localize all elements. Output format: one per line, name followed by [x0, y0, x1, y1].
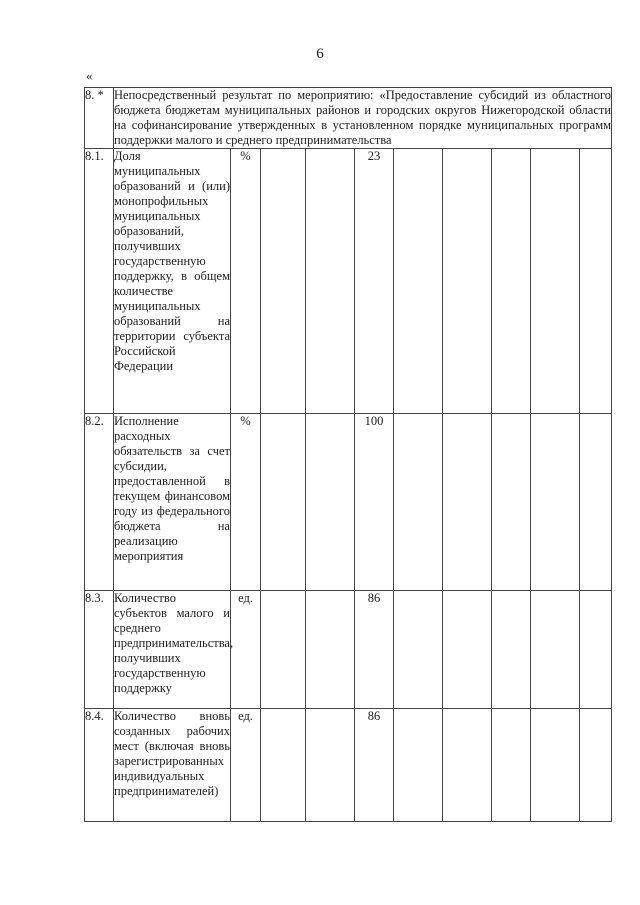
unit-cell: ед. — [231, 709, 261, 822]
empty-cell — [531, 591, 580, 709]
table-row — [85, 149, 612, 414]
value-cell: 23 — [355, 149, 394, 414]
unit-cell: % — [231, 414, 261, 591]
table-row — [85, 591, 612, 709]
empty-cell — [531, 414, 580, 591]
empty-cell — [580, 414, 612, 591]
empty-cell — [492, 709, 531, 822]
empty-cell — [580, 591, 612, 709]
empty-cell — [443, 591, 492, 709]
empty-cell — [306, 591, 355, 709]
value-cell: 100 — [355, 414, 394, 591]
empty-cell — [443, 149, 492, 414]
empty-cell — [261, 414, 306, 591]
empty-cell — [492, 149, 531, 414]
value-cell: 86 — [355, 709, 394, 822]
table-row — [85, 414, 612, 591]
empty-cell — [394, 591, 443, 709]
unit-cell: ед. — [231, 591, 261, 709]
empty-cell — [306, 149, 355, 414]
row-number: 8.2. — [85, 414, 114, 591]
empty-cell — [261, 709, 306, 822]
empty-cell — [306, 709, 355, 822]
empty-cell — [580, 149, 612, 414]
indicator-name: Исполнение расходных обязательств за счет субсидии, предоставленной в текущем финансовом году из федерального бюджета на реализацию мероприятия — [114, 414, 231, 591]
section-number: 8. * — [85, 88, 114, 149]
section-header-row — [85, 88, 612, 149]
empty-cell — [261, 149, 306, 414]
indicator-name: Доля муниципальных образований и (или) монопрофильных муниципальных образований, получивших государственную поддержку, в общем количестве муниципальных образований на территории субъекта Российской Федерации — [114, 149, 231, 414]
empty-cell — [261, 591, 306, 709]
opening-quote: « — [86, 68, 93, 83]
page-number: 6 — [316, 46, 324, 62]
empty-cell — [394, 709, 443, 822]
empty-cell — [531, 709, 580, 822]
unit-cell: % — [231, 149, 261, 414]
row-number: 8.1. — [85, 149, 114, 414]
indicators-table — [84, 87, 612, 822]
row-number: 8.4. — [85, 709, 114, 822]
section-title: Непосредственный результат по мероприятию: «Предоставление субсидий из областного бюджета бюджетам муниципальных районов и городских округов Нижегородской области на софинансирование утвержденных в установленном порядке муниципальных программ поддержки малого и среднего предпринимательства — [114, 88, 612, 147]
empty-cell — [306, 414, 355, 591]
empty-cell — [443, 709, 492, 822]
empty-cell — [394, 149, 443, 414]
row-number: 8.3. — [85, 591, 114, 709]
empty-cell — [580, 709, 612, 822]
table-row — [85, 709, 612, 822]
empty-cell — [531, 149, 580, 414]
empty-cell — [394, 414, 443, 591]
indicator-name: Количество вновь созданных рабочих мест (включая вновь зарегистрированных индивидуальных предпринимателей) — [114, 709, 231, 822]
value-cell: 86 — [355, 591, 394, 709]
indicator-name: Количество субъектов малого и среднего предпринимательства, получивших государственную поддержку — [114, 591, 231, 709]
empty-cell — [492, 591, 531, 709]
empty-cell — [443, 414, 492, 591]
empty-cell — [492, 414, 531, 591]
